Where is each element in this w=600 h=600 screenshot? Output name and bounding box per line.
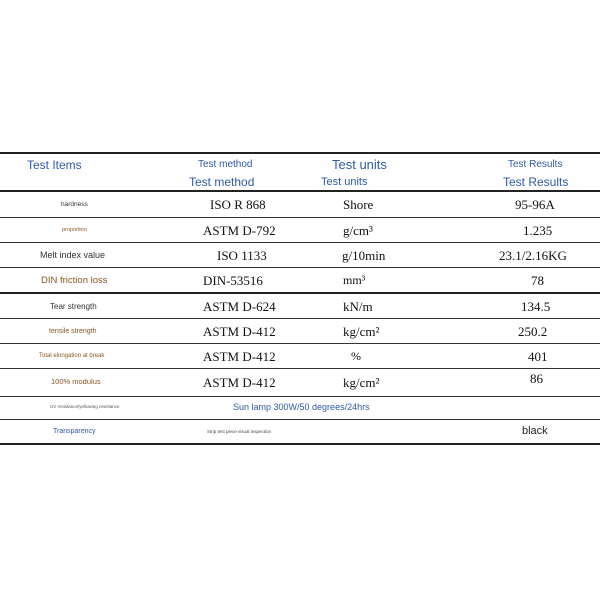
result-cell: 401 — [528, 349, 548, 364]
item-total-elongation: Total elongation at break — [39, 353, 105, 359]
result-cell: 250.2 — [518, 324, 548, 339]
item-uv-resistance: UV resistance/yellowing resistance — [50, 404, 120, 409]
unit-cell: kN/m — [343, 299, 373, 314]
unit-cell: kg/cm² — [343, 375, 380, 390]
table-row — [0, 369, 600, 397]
table-header — [0, 154, 600, 192]
table-row — [0, 192, 600, 218]
result-cell: 86 — [530, 371, 543, 386]
item-tear-strength: Tear strength — [50, 302, 97, 311]
result-cell: 78 — [531, 273, 544, 288]
table-row — [0, 218, 600, 243]
unit-cell: g/cm³ — [343, 223, 373, 238]
table-row — [0, 268, 600, 294]
item-100-modulus: 100% modulus — [51, 377, 101, 386]
method-cell: DIN-53516 — [203, 273, 263, 288]
result-cell: 95-96A — [515, 197, 555, 212]
item-din-friction-loss: DIN friction loss — [41, 275, 108, 286]
item-transparency: Transparency — [53, 428, 96, 435]
method-cell: ASTM D-412 — [203, 349, 276, 364]
result-cell: 1.235 — [523, 223, 553, 238]
item-tensile-strength: tensile strength — [49, 328, 97, 335]
unit-cell: g/10min — [342, 248, 386, 263]
header-test-units: Test units — [321, 176, 368, 188]
header-test-method-small: Test method — [198, 159, 253, 170]
table-row — [0, 243, 600, 268]
method-cell: ASTM D-412 — [203, 324, 276, 339]
method-cell: ISO 1133 — [217, 248, 267, 263]
header-test-items: Test Items — [27, 158, 82, 172]
item-proportion: proportion — [62, 227, 87, 233]
header-test-units-large: Test units — [332, 157, 387, 172]
header-test-method: Test method — [189, 175, 255, 189]
table-row — [0, 344, 600, 369]
item-melt-index: Melt index value — [40, 250, 106, 260]
method-cell: ISO R 868 — [210, 197, 266, 212]
result-cell: black — [522, 425, 548, 437]
table-row — [0, 420, 600, 445]
method-cell: ASTM D-792 — [203, 223, 276, 238]
table-row — [0, 397, 600, 420]
result-cell: 134.5 — [521, 299, 551, 314]
unit-cell: % — [351, 349, 361, 363]
result-cell: 23.1/2.16KG — [499, 248, 567, 263]
header-test-results-small: Test Results — [508, 159, 563, 170]
unit-cell: Shore — [343, 197, 374, 212]
unit-cell: mm³ — [343, 273, 366, 287]
table-row — [0, 319, 600, 344]
unit-cell: kg/cm² — [343, 324, 380, 339]
method-cell: ASTM D-412 — [203, 375, 276, 390]
header-test-results: Test Results — [503, 175, 569, 189]
table-row — [0, 294, 600, 319]
condition-cell: Sun lamp 300W/50 degrees/24hrs — [233, 402, 370, 412]
item-hardness: hardness — [61, 201, 88, 208]
test-results-table — [0, 152, 600, 445]
method-cell: Strip test piece visual inspection — [207, 429, 272, 434]
method-cell: ASTM D-624 — [203, 299, 276, 314]
